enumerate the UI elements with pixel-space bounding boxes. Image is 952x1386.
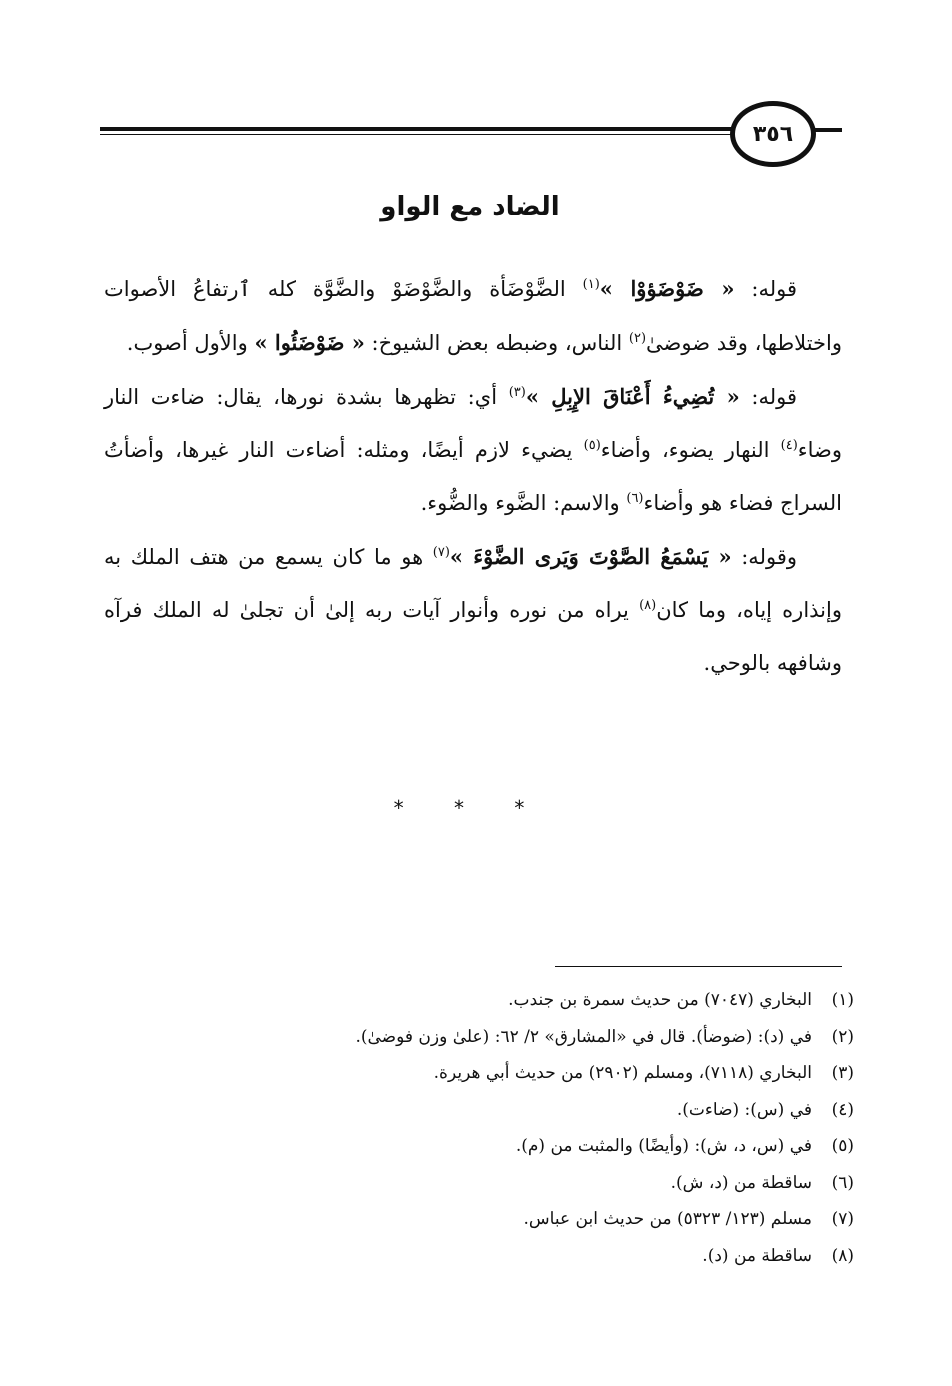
header-rule-thin [100, 134, 740, 135]
footnote-number: (٧) [831, 1209, 854, 1229]
paragraph-text: يراه من نوره وأنوار آيات ربه إلىٰ أن تجلىٰ له الملك فرآه وشافهه بالوحي. [104, 598, 842, 675]
footnote-number: (٢) [831, 1026, 854, 1047]
footnote-text: البخاري (٧١١٨)، ومسلم (٢٩٠٢) من حديث أبي هريرة. [433, 1063, 812, 1083]
footnote-text: في (د): (ضوضأ). قال في «المشارق» ٢/ ٦٢: (علىٰ وزن فوضىٰ). [355, 1026, 812, 1047]
footnote-ref: (٨) [639, 598, 657, 613]
hadith-quote: « ضَوْضَؤوْا » [599, 276, 735, 301]
footnote-text: في (س، د، ش): (وأيضًا) والمثبت من (م). [515, 1136, 812, 1156]
section-title: الضاد مع الواو [380, 192, 560, 222]
footnote-ref: (٢) [628, 331, 647, 346]
footnote-text: ساقطة من (د). [702, 1245, 812, 1266]
hadith-quote: « ضَوْضَئُوا » [254, 330, 365, 355]
paragraph-text: والأول أصوب. [126, 331, 255, 355]
header-rule-right [812, 128, 842, 132]
footnotes-list [104, 982, 854, 1274]
paragraph-text: الناس، وضبطه بعض الشيوخ: [364, 331, 629, 355]
footnote-ref: (٥) [583, 438, 601, 453]
footnote-number: (٥) [831, 1136, 854, 1156]
footnote-ref: (٤) [780, 438, 798, 453]
footnote-item [104, 1165, 854, 1202]
footnote-item [104, 1128, 854, 1165]
paragraph-text: هو ما كان يسمع من هتف الملك به وإنذاره إياه، وما كان [104, 545, 843, 622]
footnote-number: (١) [831, 990, 854, 1010]
footnote-item [104, 1092, 854, 1129]
paragraph-1 [104, 262, 842, 370]
hadith-quote: « يَسْمَعُ الصَّوْتَ وَيَرى الضَّوْءَ » [449, 544, 732, 569]
footnote-text: ساقطة من (د، ش). [670, 1172, 812, 1193]
paragraph-text: يضيء لازم أيضًا، ومثله: أضاءت النار غيرها، وأضأتُ السراج فضاء هو وأضاء [104, 438, 842, 515]
hadith-quote: « تُضِيءُ أَعْنَاقَ الإِبِلِ » [525, 384, 740, 409]
paragraph-text: والاسم: الضَّوء والضُّوء. [420, 491, 627, 515]
footnote-number: (٤) [831, 1099, 854, 1120]
paragraph-text: النهار يضوء، وأضاء [600, 438, 781, 462]
footnote-ref: (٧) [432, 545, 450, 560]
footnote-ref: (٣) [508, 385, 526, 400]
footnote-rule [555, 966, 842, 967]
section-separator: * * * [393, 796, 547, 820]
body-text [104, 262, 842, 690]
page-number-text: ٣٥٦ [752, 121, 794, 147]
footnote-number: (٨) [831, 1245, 854, 1266]
paragraph-text: الضَّوْضَأة والضَّوْضَوْ والضَّوَّة كله ٱرتفاعُ الأصوات واختلاطها، وقد ضوضىٰ [104, 277, 842, 355]
paragraph-3 [104, 530, 842, 690]
footnote-item [104, 1019, 854, 1056]
footnote-number: (٣) [831, 1063, 854, 1083]
footnote-ref: (٦) [626, 491, 644, 506]
footnote-item [104, 982, 854, 1019]
paragraph-prefix: قوله: [734, 277, 797, 301]
footnote-text: البخاري (٧٠٤٧) من حديث سمرة بن جندب. [508, 990, 812, 1010]
paragraph-prefix: قوله: [739, 385, 797, 409]
paragraph-2 [104, 370, 842, 530]
page-number [730, 101, 816, 167]
footnote-text: مسلم (١٢٣/ ٥٣٢٣) من حديث ابن عباس. [523, 1209, 812, 1229]
footnote-text: في (س): (ضاءت). [676, 1099, 812, 1120]
footnote-item [104, 1238, 854, 1275]
header-rule-thick [100, 127, 740, 131]
paragraph-text: أي: تظهرها بشدة نورها، يقال: ضاءت النار وضاء [104, 385, 843, 462]
paragraph-prefix: وقوله: [731, 545, 797, 569]
footnote-ref: (١) [582, 277, 600, 292]
footnote-item [104, 1201, 854, 1238]
footnote-item [104, 1055, 854, 1092]
footnote-number: (٦) [831, 1172, 854, 1193]
